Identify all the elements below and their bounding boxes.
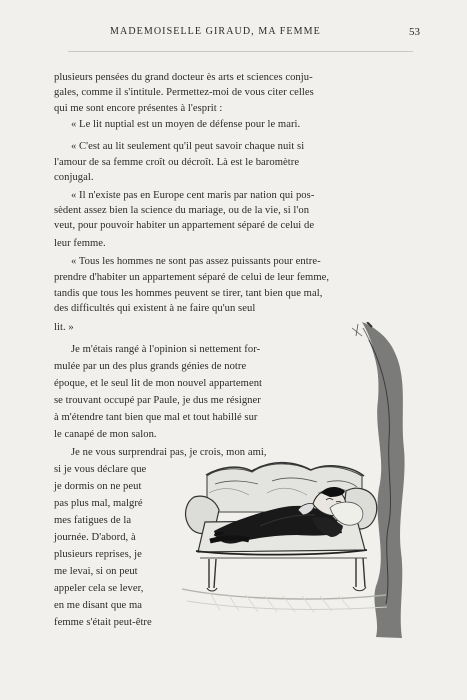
running-header: [42, 22, 422, 42]
running-title: MADEMOISELLE GIRAUD, MA FEMME: [110, 26, 321, 37]
text-line: en me disant que ma: [54, 600, 143, 611]
text-line: femme s'était peut-être: [54, 617, 152, 628]
text-line: époque, et le seul lit de mon nouvel appartement: [54, 378, 263, 389]
text-line: leur femme.: [54, 238, 106, 249]
text-line: appeler cela se lever,: [54, 583, 144, 594]
text-line: gales, comme il s'intitule. Permettez-moi de vous citer celles: [54, 87, 314, 98]
text-line: journée. D'abord, à: [54, 532, 136, 543]
text-line: plusieurs pensées du grand docteur ès arts et sciences conju-: [54, 72, 313, 83]
text-line: veut, pour pouvoir habiter un appartement séparé de celui de: [54, 220, 315, 231]
text-line: « Le lit nuptial est un moyen de défense pour le mari.: [71, 119, 301, 130]
text-line: Je ne vous surprendrai pas, je crois, mon ami,: [71, 447, 267, 458]
text-line: plusieurs reprises, je: [54, 549, 142, 560]
header-rule: [68, 51, 413, 52]
text-line: prendre d'habiter un appartement séparé de celui de leur femme,: [54, 272, 330, 283]
text-line: à m'étendre tant bien que mal et tout habillé sur: [54, 412, 258, 423]
text-line: je dormis on ne peut: [54, 481, 142, 492]
text-line: sèdent assez bien la science du mariage, ou de la vie, si l'on: [54, 205, 310, 216]
page-number: 53: [409, 26, 420, 38]
text-line: pas plus mal, malgré: [54, 498, 143, 509]
text-line: « Tous les hommes ne sont pas assez puissants pour entre-: [71, 256, 321, 267]
text-line: le canapé de mon salon.: [54, 429, 157, 440]
text-line: se trouvant occupé par Paule, je dus me résigner: [54, 395, 261, 406]
text-line: mulée par un des plus grands génies de notre: [54, 361, 247, 372]
text-line: lit. »: [54, 322, 74, 333]
text-line: conjugal.: [54, 172, 94, 183]
engraving-illustration: [166, 322, 416, 658]
text-line: « Il n'existe pas en Europe cent maris par nation qui pos-: [71, 190, 315, 201]
text-line: « C'est au lit seulement qu'il peut savoir chaque nuit si: [71, 141, 305, 152]
text-line: si je vous déclare que: [54, 464, 147, 475]
text-line: Je m'étais rangé à l'opinion si nettement for-: [71, 344, 261, 355]
text-line: me levai, si on peut: [54, 566, 138, 577]
text-line: qui me sont encore présentes à l'esprit :: [54, 103, 223, 114]
text-line: mes fatigues de la: [54, 515, 132, 526]
text-line: tandis que tous les hommes peuvent se tirer, tant bien que mal,: [54, 288, 323, 299]
text-line: l'amour de sa femme croît ou décroît. Là est le baromètre: [54, 157, 300, 168]
text-line: des difficultés qui existent à ne faire qu'un seul: [54, 303, 256, 314]
